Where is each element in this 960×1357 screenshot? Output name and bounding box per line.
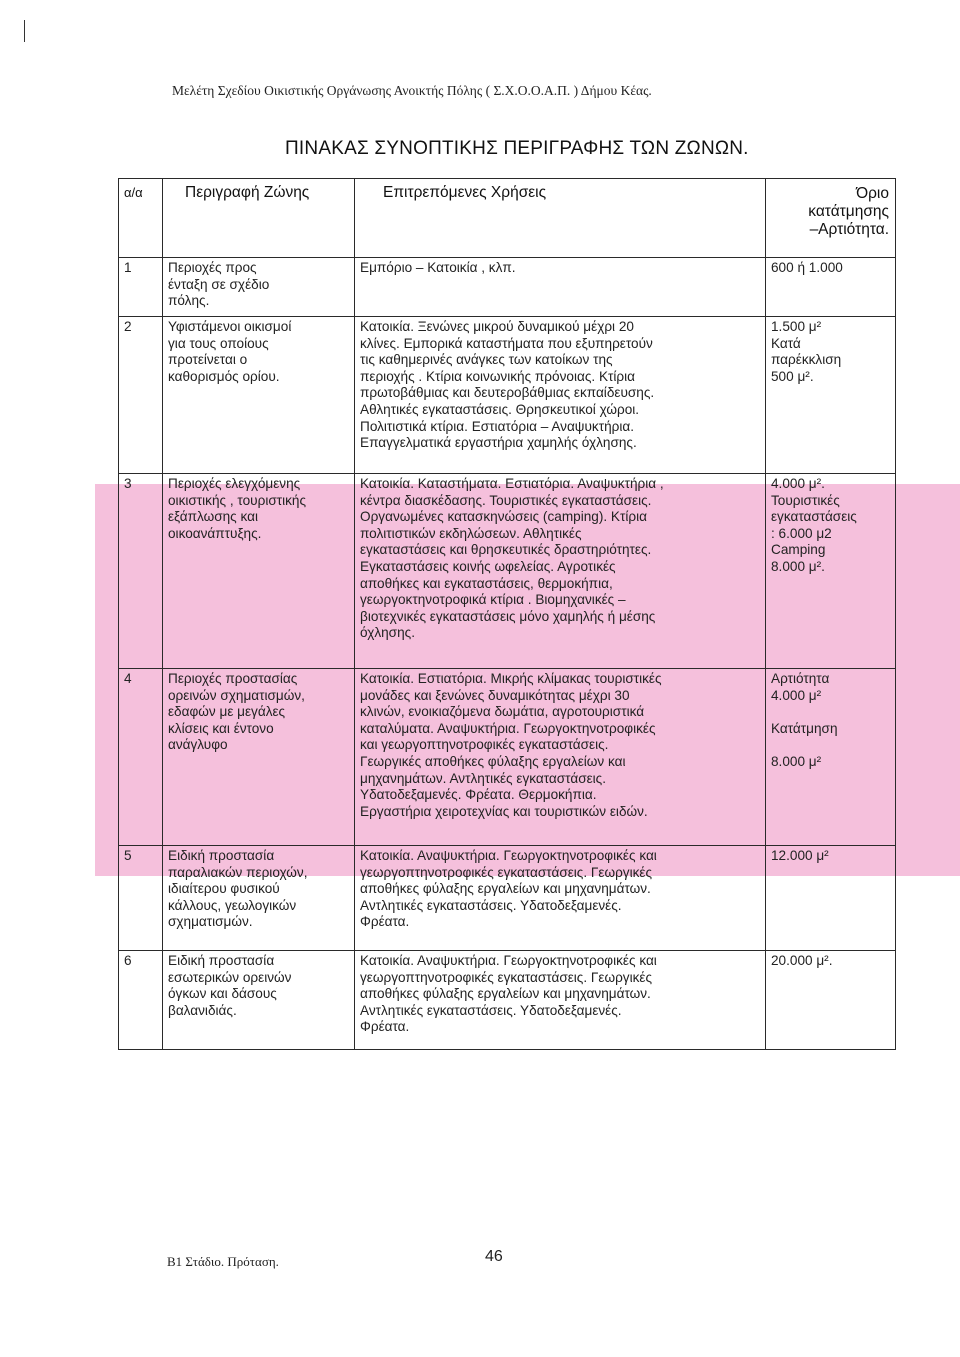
table-row (119, 951, 896, 1050)
scan-mark (24, 20, 25, 42)
zone-description: Περιοχές προστασίας ορεινών σχηματισμών, εδαφών με μεγάλες κλίσεις και έντονο ανάγλυφο (163, 669, 355, 846)
table-row (119, 258, 896, 317)
zones-table (118, 178, 896, 1050)
zone-description: Υφιστάμενοι οικισμοί για τους οποίους προτείνεται ο καθορισμός ορίου. (163, 317, 355, 474)
zone-limit: 12.000 μ² (766, 846, 896, 951)
page-number: 46 (485, 1248, 503, 1265)
document-header: Μελέτη Σχεδίου Οικιστικής Οργάνωσης Ανοικτής Πόλης ( Σ.Χ.Ο.Ο.Α.Π. ) Δήμου Κέας. (172, 83, 652, 98)
zone-uses: Κατοικία. Ξενώνες μικρού δυναμικού μέχρι 20 κλίνες. Εμπορικά καταστήματα που εξυπηρετούν τις καθημερινές ανάγκες των κατοίκων της περιοχής . Κτίρια κοινωνικής πρόνοιας. Κτίρια πρωτοβάθμιας και δευτεροβάθμιας εκπαίδευσης. Αθλητικές εγκαταστάσεις. Θρησκευτικοί χώροι. Πολιτιστικά κτίρια. Εστιατόρια – Αναψυκτήρια. Επαγγελματικά εργαστήρια χαμηλής όχλησης. (355, 317, 766, 474)
zone-limit: 1.500 μ² Κατά παρέκκλιση 500 μ². (766, 317, 896, 474)
zone-number: 3 (119, 474, 163, 669)
table-row (119, 474, 896, 669)
table-header-row (119, 179, 896, 258)
table-row (119, 846, 896, 951)
footer-stage: Β1 Στάδιο. Πρόταση. (167, 1254, 279, 1269)
page-title: ΠΙΝΑΚΑΣ ΣΥΝΟΠΤΙΚΗΣ ΠΕΡΙΓΡΑΦΗΣ ΤΩΝ ΖΩΝΩΝ. (285, 138, 749, 159)
zone-description: Περιοχές ελεγχόμενης οικιστικής , τουριστικής εξάπλωσης και οικοανάπτυξης. (163, 474, 355, 669)
zone-uses: Κατοικία. Εστιατόρια. Μικρής κλίμακας τουριστικές μονάδες και ξενώνες δυναμικότητας μέχρι 30 κλινών, ενοικιαζόμενα δωμάτια, αγροτουριστικά καταλύματα. Αναψυκτήρια. Γεωργοκτηνοτροφικές και γεωργοπτηνοτροφικές εγκαταστάσεις. Γεωργικές αποθήκες φύλαξης εργαλείων και μηχανημάτων. Αντλητικές εγκαταστάσεις. Υδατοδεξαμενές. Φρέατα. Θερμοκήπια. Εργαστήρια χειροτεχνίας και τουριστικών ειδών. (355, 669, 766, 846)
table-row (119, 669, 896, 846)
zone-uses: Κατοικία. Αναψυκτήρια. Γεωργοκτηνοτροφικές και γεωργοπτηνοτροφικές εγκαταστάσεις. Γεωργικές αποθήκες φύλαξης εργαλείων και μηχανημάτων. Αντλητικές εγκαταστάσεις. Υδατοδεξαμενές. Φρέατα. (355, 951, 766, 1050)
zone-limit: 20.000 μ². (766, 951, 896, 1050)
zone-number: 1 (119, 258, 163, 317)
zone-description: Ειδική προστασία εσωτερικών ορεινών όγκων και δάσους βαλανιδιάς. (163, 951, 355, 1050)
zone-limit: 4.000 μ². Τουριστικές εγκαταστάσεις : 6.000 μ2 Camping 8.000 μ². (766, 474, 896, 669)
zone-limit: Αρτιότητα 4.000 μ² Κατάτμηση 8.000 μ² (766, 669, 896, 846)
zone-uses: Εμπόριο – Κατοικία , κλπ. (355, 258, 766, 317)
table-row (119, 317, 896, 474)
zone-uses: Κατοικία. Καταστήματα. Εστιατόρια. Αναψυκτήρια , κέντρα διασκέδασης. Τουριστικές εγκαταστάσεις. Οργανωμένες κατασκηνώσεις (camping). Κτίρια πολιτιστικών εκδηλώσεων. Αθλητικές εγκαταστάσεις και θρησκευτικές δραστηριότητες. Εγκαταστάσεις κοινής ωφελείας. Αγροτικές αποθήκες και εγκαταστάσεις, θερμοκήπια, γεωργοκτηνοτροφικά κτίρια . Βιομηχανικές – βιοτεχνικές εγκαταστάσεις μόνο χαμηλής ή μέσης όχλησης. (355, 474, 766, 669)
zone-number: 2 (119, 317, 163, 474)
header-num: α/α (119, 179, 163, 258)
zone-description: Ειδική προστασία παραλιακών περιοχών, ιδιαίτερου φυσικού κάλλους, γεωλογικών σχηματισμών. (163, 846, 355, 951)
header-uses: Επιτρεπόμενες Χρήσεις (355, 179, 766, 258)
zone-uses: Κατοικία. Αναψυκτήρια. Γεωργοκτηνοτροφικές και γεωργοπτηνοτροφικές εγκαταστάσεις. Γεωργικές αποθήκες φύλαξης εργαλείων και μηχανημάτων. Αντλητικές εγκαταστάσεις. Υδατοδεξαμενές. Φρέατα. (355, 846, 766, 951)
header-description: Περιγραφή Ζώνης (163, 179, 355, 258)
zone-number: 5 (119, 846, 163, 951)
header-limit: Όριο κατάτμησης –Αρτιότητα. (766, 179, 896, 258)
zone-number: 4 (119, 669, 163, 846)
zone-description: Περιοχές προς ένταξη σε σχέδιο πόλης. (163, 258, 355, 317)
zone-number: 6 (119, 951, 163, 1050)
zone-limit: 600 ή 1.000 (766, 258, 896, 317)
